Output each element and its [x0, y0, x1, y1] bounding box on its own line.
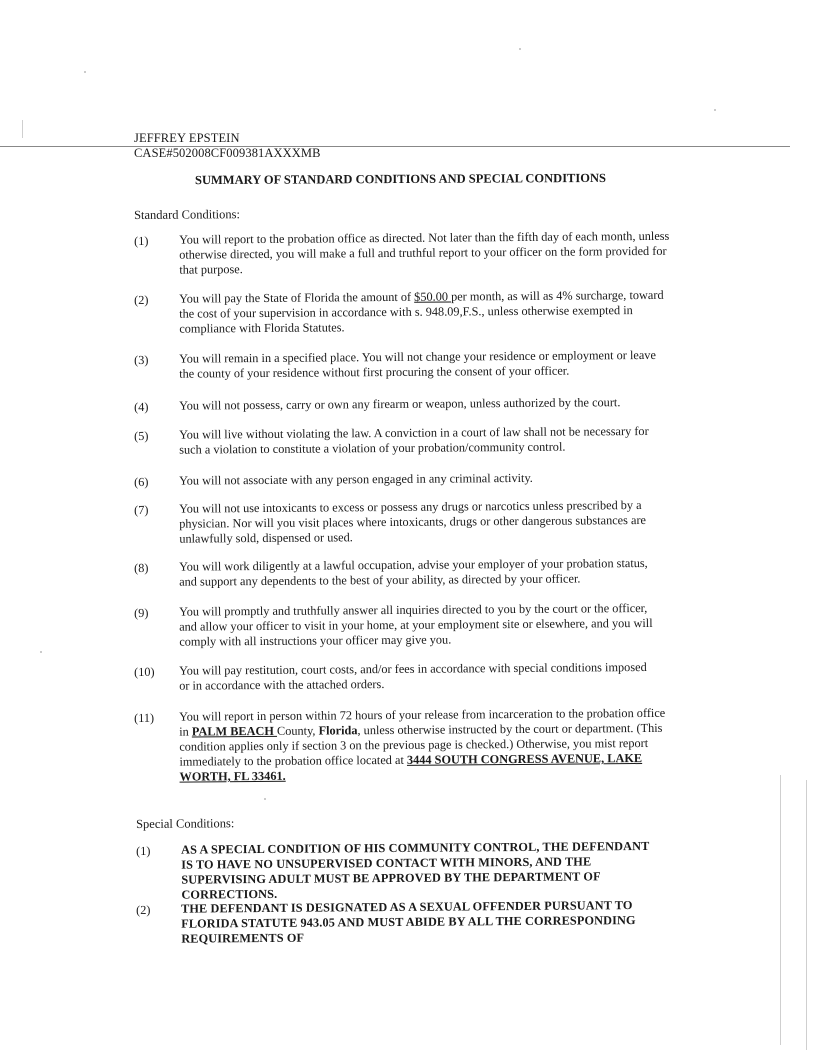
scan-speck [40, 651, 42, 653]
condition-number: (7) [134, 502, 149, 517]
scan-rule [0, 146, 790, 147]
standard-condition-11 [134, 706, 670, 785]
condition-number: (5) [134, 428, 149, 443]
condition-text-part: You will pay the State of Florida the amount of [178, 289, 415, 306]
condition-number: (4) [134, 399, 149, 414]
standard-condition-10 [134, 660, 654, 694]
condition-text: AS A SPECIAL CONDITION OF HIS COMMUNITY CONTROL, THE DEFENDANT IS TO HAVE NO UNSUPERVISED CONTACT WITH MINORS, AND THE SUPERVISING ADULT MUST BE APPROVED BY THE DEPARTMENT OF CORRECTIONS. [180, 838, 650, 902]
condition-text [179, 288, 669, 337]
condition-text: You will live without violating the law. A conviction in a court of law shall not be necessary for such a violation to constitute a violation of your probation/community control. [178, 423, 649, 457]
probation-office-address: 3444 SOUTH CONGRESS AVENUE, LAKE WORTH, FL 33461. [179, 751, 643, 784]
standard-condition-8 [134, 556, 664, 590]
payment-amount: $50.00 [414, 289, 452, 304]
county-name: PALM BEACH [191, 723, 278, 739]
special-conditions-label: Special Conditions: [136, 816, 235, 831]
standard-condition-6 [134, 470, 679, 489]
defendant-name: JEFFREY EPSTEIN [134, 131, 240, 145]
condition-number: (10) [134, 664, 155, 679]
condition-text [179, 706, 670, 785]
condition-text: You will work diligently at a lawful occupation, advise your employer of your probation status, and support any dependents to the best of your ability, as directed by your officer. [178, 555, 648, 589]
condition-number: (11) [134, 710, 155, 725]
condition-text: You will remain in a specified place. You will not change your residence or employment or leave the county of your residence without first procuring the consent of your officer. [178, 347, 656, 381]
condition-text: You will pay restitution, court costs, and/or fees in accordance with special conditions imposed or in accordance with the attached orders. [178, 659, 647, 693]
condition-text-part: You will report in person within 72 hours of your release from incarceration to the probation office in [178, 705, 666, 739]
condition-text-part: , unless otherwise instructed by the court or department. (This condition applies only if section 3 on the previous page is checked.) Otherwise, you mist report immediately to the probation office located at [179, 720, 663, 769]
condition-text: You will not use intoxicants to excess or possess any drugs or narcotics unless prescribed by a physician. Nor will you visit places where intoxicants, drugs or other dangerous substances are unlawfully sold, dispensed or used. [178, 498, 647, 546]
standard-condition-7 [134, 498, 679, 547]
scan-edge [806, 780, 807, 1050]
standard-condition-1 [134, 229, 674, 278]
condition-text-part: per month, as will as 4% surcharge, toward the cost of your supervision in accordance with s. 948.09,F.S., unless otherwise exempted in compliance with Florida Statutes. [179, 287, 664, 336]
condition-text-part: County, [276, 723, 319, 738]
condition-number: (1) [136, 843, 151, 858]
condition-text: THE DEFENDANT IS DESIGNATED AS A SEXUAL OFFENDER PURSUANT TO FLORIDA STATUTE 943.05 AND MUST ABIDE BY ALL THE CORRESPONDING REQUIREMENTS OF [180, 898, 636, 946]
condition-text: You will promptly and truthfully answer all inquiries directed to you by the court or the officer, and allow your officer to visit in your home, at your employment site or elsewhere, and you will comply with all instructions your officer may give you. [178, 600, 653, 649]
page-title [0, 172, 816, 187]
condition-text: You will report to the probation office as directed. Not later than the fifth day of each month, unless otherwise directed, you will make a full and truthful report to your officer on the form provided for that purpose. [178, 228, 670, 277]
page-title-text: SUMMARY OF STANDARD CONDITIONS AND SPECIAL CONDITIONS [194, 170, 606, 188]
standard-condition-3 [134, 348, 669, 382]
scan-speck [264, 798, 266, 800]
condition-number: (2) [134, 292, 149, 307]
condition-number: (8) [134, 560, 149, 575]
scan-speck [714, 109, 716, 111]
condition-number: (1) [134, 233, 149, 248]
scan-speck [84, 71, 86, 73]
special-condition-1 [136, 839, 656, 903]
standard-conditions-label: Standard Conditions: [134, 207, 241, 222]
standard-condition-5 [134, 424, 669, 458]
standard-condition-9 [134, 601, 664, 650]
standard-condition-4 [134, 395, 679, 414]
condition-number: (3) [134, 352, 149, 367]
condition-text: You will not associate with any person engaged in any criminal activity. [178, 470, 533, 488]
scan-speck [519, 48, 521, 50]
condition-number: (6) [134, 474, 149, 489]
standard-condition-2 [134, 288, 669, 337]
condition-number: (2) [136, 902, 151, 917]
case-header [134, 131, 321, 161]
case-number: CASE#502008CF009381AXXXMB [134, 146, 321, 160]
scan-edge [22, 120, 23, 138]
condition-text: You will not possess, carry or own any firearm or weapon, unless authorized by the court. [178, 395, 621, 413]
condition-number: (9) [134, 605, 149, 620]
scan-edge [780, 775, 781, 1045]
state-name: Florida [318, 723, 358, 738]
special-condition-2 [136, 898, 656, 947]
